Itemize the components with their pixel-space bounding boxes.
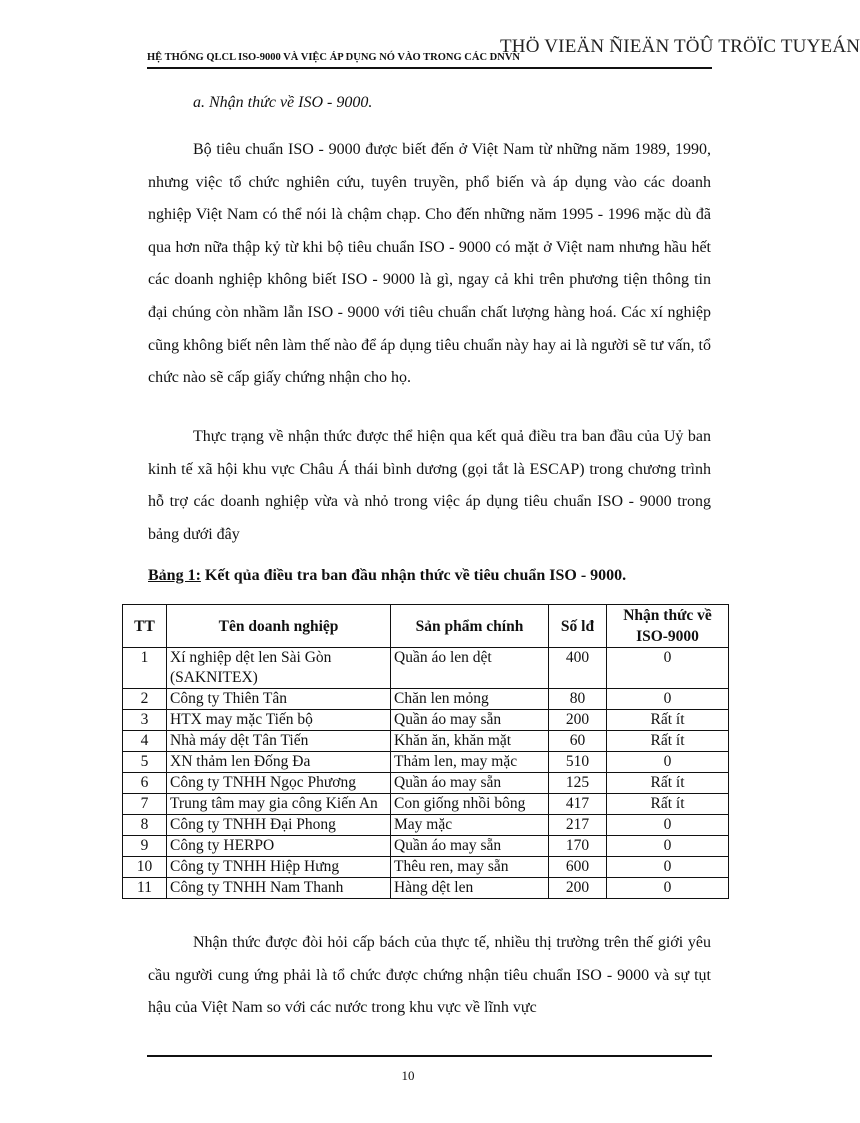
table-caption-label: Bảng 1: [148,567,201,584]
table-caption-text: Kết qủa điều tra ban đầu nhận thức về tiêu chuẩn ISO - 9000. [200,567,627,584]
cell-workers: 80 [549,689,607,710]
paragraph-urgency: Nhận thức được đòi hỏi cấp bách của thực tế, nhiều thị trường trên thế giới yêu cầu người cung ứng phải là tổ chức được chứng nhận tiêu chuẩn ISO - 9000 và sự tụt hậu của Việt Nam so với các nước trong khu vực về lĩnh vực [148,934,711,1017]
page-number: 10 [401,1068,415,1083]
cell-company-name: Trung tâm may gia công Kiến An [167,794,391,815]
cell-tt: 10 [123,857,167,878]
header-workers: Số lđ [549,605,607,648]
cell-main-product: Quần áo len dệt [391,648,549,689]
header-divider [147,67,712,69]
cell-main-product: Khăn ăn, khăn mặt [391,731,549,752]
cell-awareness: 0 [607,836,729,857]
cell-company-name: Công ty TNHH Đại Phong [167,815,391,836]
header-awareness: Nhận thức về ISO-9000 [607,605,729,648]
cell-workers: 510 [549,752,607,773]
cell-company-name: Công ty TNHH Nam Thanh [167,878,391,899]
cell-company-name: Nhà máy dệt Tân Tiến [167,731,391,752]
cell-tt: 11 [123,878,167,899]
cell-company-name: Công ty Thiên Tân [167,689,391,710]
cell-workers: 600 [549,857,607,878]
cell-main-product: May mặc [391,815,549,836]
table-row [123,815,729,836]
table-row [123,773,729,794]
cell-tt: 8 [123,815,167,836]
cell-main-product: Hàng dệt len [391,878,549,899]
cell-tt: 1 [123,648,167,689]
cell-workers: 200 [549,710,607,731]
survey-table [122,604,729,899]
table-row [123,648,729,689]
cell-tt: 6 [123,773,167,794]
header-tt: TT [123,605,167,648]
header-company-name: Tên doanh nghiệp [167,605,391,648]
cell-awareness: 0 [607,689,729,710]
cell-company-name: Công ty TNHH Ngọc Phương [167,773,391,794]
cell-awareness: Rất ít [607,773,729,794]
cell-awareness: 0 [607,878,729,899]
cell-awareness: Rất ít [607,731,729,752]
cell-company-name: HTX may mặc Tiến bộ [167,710,391,731]
footer-divider [147,1055,712,1057]
cell-tt: 7 [123,794,167,815]
library-watermark: THÖ VIEÄN ÑIEÄN TÖÛ TRÖÏC TUYEÁN [500,36,860,57]
cell-awareness: 0 [607,815,729,836]
table-row [123,878,729,899]
cell-main-product: Thêu ren, may sẵn [391,857,549,878]
table-header-row [123,605,729,648]
cell-tt: 9 [123,836,167,857]
cell-tt: 2 [123,689,167,710]
table-row [123,752,729,773]
section-title: a. Nhận thức về ISO - 9000. [193,94,373,111]
paragraph-awareness-intro: Bộ tiêu chuẩn ISO - 9000 được biết đến ở Việt Nam từ những năm 1989, 1990, nhưng việc tổ chức nghiên cứu, tuyên truyền, phổ biến và áp dụng vào các doanh nghiệp Việt Nam có thể nói là chậm chạp. Cho đến những năm 1995 - 1996 mặc dù đã qua hơn nữa thập kỷ từ khi bộ tiêu chuẩn ISO - 9000 có mặt ở Việt nam nhưng hầu hết các doanh nghiệp không biết ISO - 9000 là gì, ngay cả khi trên phương tiện thông tin đại chúng còn nhầm lẫn ISO - 9000 với tiêu chuẩn chất lượng hàng hoá. Các xí nghiệp cũng không biết nên làm thế nào để áp dụng tiêu chuẩn này hay ai là người sẽ tư vấn, tổ chức nào sẽ cấp giấy chứng nhận cho họ. [148,141,711,387]
cell-awareness: Rất ít [607,794,729,815]
table-row [123,710,729,731]
running-header-title: HỆ THỐNG QLCL ISO-9000 VÀ VIỆC ÁP DỤNG NÓ VÀO TRONG CÁC DNVN [147,52,520,63]
cell-workers: 170 [549,836,607,857]
cell-workers: 400 [549,648,607,689]
cell-main-product: Quần áo may sẵn [391,710,549,731]
cell-tt: 3 [123,710,167,731]
cell-workers: 125 [549,773,607,794]
cell-tt: 5 [123,752,167,773]
table-row [123,794,729,815]
cell-awareness: 0 [607,648,729,689]
cell-awareness: 0 [607,752,729,773]
table-row [123,731,729,752]
cell-workers: 200 [549,878,607,899]
cell-main-product: Chăn len mỏng [391,689,549,710]
cell-workers: 217 [549,815,607,836]
table-row [123,689,729,710]
paragraph-escap-survey: Thực trạng về nhận thức được thể hiện qua kết quả điều tra ban đầu của Uỷ ban kinh tế xã hội khu vực Châu Á thái bình dương (gọi tắt là ESCAP) trong chương trình hỗ trợ các doanh nghiệp vừa và nhỏ trong việc áp dụng tiêu chuẩn ISO - 9000 trong bảng dưới đây [148,428,711,543]
cell-company-name: Xí nghiệp dệt len Sài Gòn (SAKNITEX) [167,648,391,689]
cell-awareness: Rất ít [607,710,729,731]
cell-workers: 60 [549,731,607,752]
table-row [123,857,729,878]
cell-main-product: Quần áo may sẵn [391,836,549,857]
cell-workers: 417 [549,794,607,815]
header-main-product: Sản phẩm chính [391,605,549,648]
cell-company-name: Công ty HERPO [167,836,391,857]
cell-main-product: Thảm len, may mặc [391,752,549,773]
cell-company-name: Công ty TNHH Hiệp Hưng [167,857,391,878]
cell-main-product: Con giống nhồi bông [391,794,549,815]
cell-company-name: XN thảm len Đống Đa [167,752,391,773]
table-row [123,836,729,857]
table-caption [148,567,626,585]
cell-tt: 4 [123,731,167,752]
cell-awareness: 0 [607,857,729,878]
cell-main-product: Quần áo may sẵn [391,773,549,794]
